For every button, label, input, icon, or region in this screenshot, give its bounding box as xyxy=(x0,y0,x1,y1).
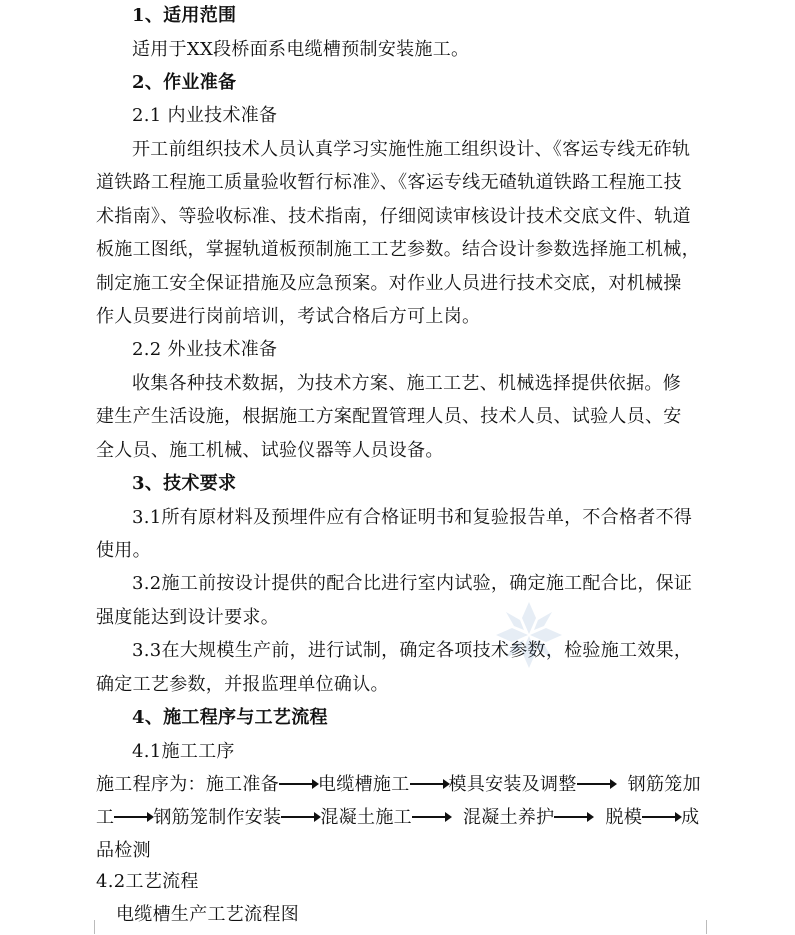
flow-intro: 施工程序为： xyxy=(96,774,206,795)
arrow-right-icon xyxy=(410,783,448,785)
page-corner-mark xyxy=(706,920,721,934)
flow-step: 成 xyxy=(681,807,700,828)
paragraph-line: 板施工图纸，掌握轨道板预制施工工艺参数。结合设计参数选择施工机械， xyxy=(96,239,700,260)
paragraph-line: 全人员、施工机械、试验仪器等人员设备。 xyxy=(96,440,444,461)
arrow-right-icon xyxy=(577,783,615,785)
paragraph-line: 道铁路工程施工质量验收暂行标准》、《客运专线无碴轨道铁路工程施工技 xyxy=(96,172,682,193)
flow-step: 品检测 xyxy=(96,840,151,861)
flow-step: 混凝土施工 xyxy=(320,807,412,828)
arrow-right-icon xyxy=(642,816,680,818)
flow-step: 模具安装及调整 xyxy=(448,774,577,795)
flow-line-2 xyxy=(96,806,706,830)
paragraph-line: 制定施工安全保证措施及应急预案。对作业人员进行技术交底，对机械操 xyxy=(96,273,682,294)
arrow-right-icon xyxy=(279,783,317,785)
arrow-right-icon xyxy=(554,816,592,818)
paragraph-line: 作人员要进行岗前培训，考试合格后方可上岗。 xyxy=(96,306,481,327)
arrow-right-icon xyxy=(281,816,319,818)
section-4-heading: 4、施工程序与工艺流程 xyxy=(132,707,328,728)
paragraph-line: 3.3在大规模生产前，进行试制，确定各项技术参数，检验施工效果， xyxy=(132,640,693,661)
flow-step: 电缆槽施工 xyxy=(318,774,410,795)
flow-step: 脱模 xyxy=(605,807,643,828)
section-4-2-heading: 4.2工艺流程 xyxy=(96,871,199,892)
paragraph-line: 强度能达到设计要求。 xyxy=(96,607,279,628)
paragraph-line: 3.1所有原材料及预埋件应有合格证明书和复验报告单，不合格者不得 xyxy=(132,507,693,528)
flow-step: 钢筋笼加 xyxy=(627,774,701,795)
section-2-1-heading: 2.1 内业技术准备 xyxy=(132,105,278,126)
paragraph-line: 开工前组织技术人员认真学习实施性施工组织设计、《客运专线无砟轨 xyxy=(132,139,691,160)
flow-line-3 xyxy=(96,839,706,863)
arrow-right-icon xyxy=(412,816,450,818)
section-1-text: 适用于XX段桥面系电缆槽预制安装施工。 xyxy=(132,39,470,60)
section-2-2-heading: 2.2 外业技术准备 xyxy=(132,339,278,360)
paragraph-line: 3.2施工前按设计提供的配合比进行室内试验，确定施工配合比，保证 xyxy=(132,573,693,594)
watermark-logo-icon xyxy=(494,600,564,670)
paragraph-line: 建生产生活设施，根据施工方案配置管理人员、技术人员、试验人员、安 xyxy=(96,406,682,427)
paragraph-line: 收集各种技术数据，为技术方案、施工工艺、机械选择提供依据。修 xyxy=(132,373,681,394)
section-4-1-heading: 4.1施工工序 xyxy=(132,741,235,762)
flow-step: 钢筋笼制作安装 xyxy=(153,807,282,828)
flow-line-1 xyxy=(96,773,706,797)
paragraph-line: 确定工艺参数，并报监理单位确认。 xyxy=(96,674,389,695)
page-corner-mark xyxy=(80,920,95,934)
paragraph-line: 术指南》、等验收标准、技术指南，仔细阅读审核设计技术交底文件、轨道 xyxy=(96,206,691,227)
flow-step: 工 xyxy=(96,807,115,828)
arrow-right-icon xyxy=(114,816,152,818)
section-3-heading: 3、技术要求 xyxy=(132,473,237,494)
section-2-heading: 2、作业准备 xyxy=(132,72,237,93)
flow-step: 施工准备 xyxy=(205,774,280,795)
figure-caption: 电缆槽生产工艺流程图 xyxy=(116,904,299,925)
flow-step: 混凝土养护 xyxy=(462,807,555,828)
paragraph-line: 使用。 xyxy=(96,540,151,561)
section-1-heading: 1、适用范围 xyxy=(132,5,237,26)
